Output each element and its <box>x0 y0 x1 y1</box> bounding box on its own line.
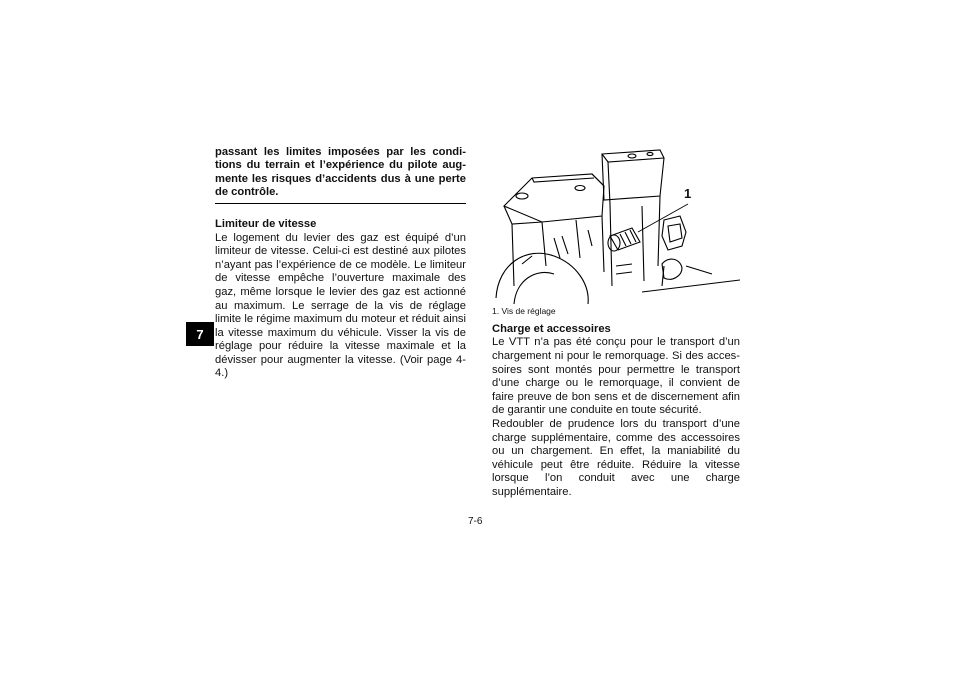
cargo-section <box>492 323 740 500</box>
throttle-figure <box>492 146 740 304</box>
right-column <box>492 146 740 500</box>
figure-callout-number: 1 <box>684 186 692 201</box>
speed-limiter-section <box>215 218 466 381</box>
warning-rule <box>215 203 466 205</box>
speed-limiter-heading: Limiteur de vitesse <box>215 218 317 231</box>
page-number: 7-6 <box>468 516 483 527</box>
cargo-paragraph-2: Redoubler de prudence lors du transport d’une charge supplémentaire, comme des accessoires ou un chargement. En effet, la maniabilité du véhicule peut être réduite. Réduire la vitesse lorsque l’on conduit avec une charge supplémentaire. <box>492 417 740 498</box>
speed-limiter-paragraph: Le logement du levier des gaz est équipé d’un limiteur de vitesse. Celui-ci est destiné aux pilotes n’ayant pas l’expérience de ce modèle. Le limiteur de vitesse empêche l’ouverture maximale des gaz, même lorsque le levier des gaz est actionné au maximum. Le serrage de la vis de réglage limite le régime maximum du moteur et réduit ainsi la vitesse maximum du véhicule. Visser la vis de réglage pour réduire la vitesse maximale et la dévisser pour augmenter la vitesse. (Voir page 4-4.) <box>215 231 466 380</box>
cargo-paragraph-1: Le VTT n’a pas été conçu pour le transport d’un chargement ni pour le remorquage. Si des accessoires sont montés pour permettre le transport d’une charge ou le remorquage, il convient de faire preuve de bon sens et de discernement afin de garantir une conduite en toute sécurité. <box>492 336 740 417</box>
throttle-housing-illustration <box>492 146 740 304</box>
warning-continuation-text: passant les limites imposées par les conditions du terrain et l’expérience du pilote augmente les risques d’accidents dus à une perte de contrôle. <box>215 146 466 199</box>
chapter-tab: 7 <box>186 322 214 346</box>
cargo-heading: Charge et accessoires <box>492 323 611 335</box>
left-column <box>215 146 466 381</box>
figure-caption: 1. Vis de réglage <box>492 306 556 316</box>
